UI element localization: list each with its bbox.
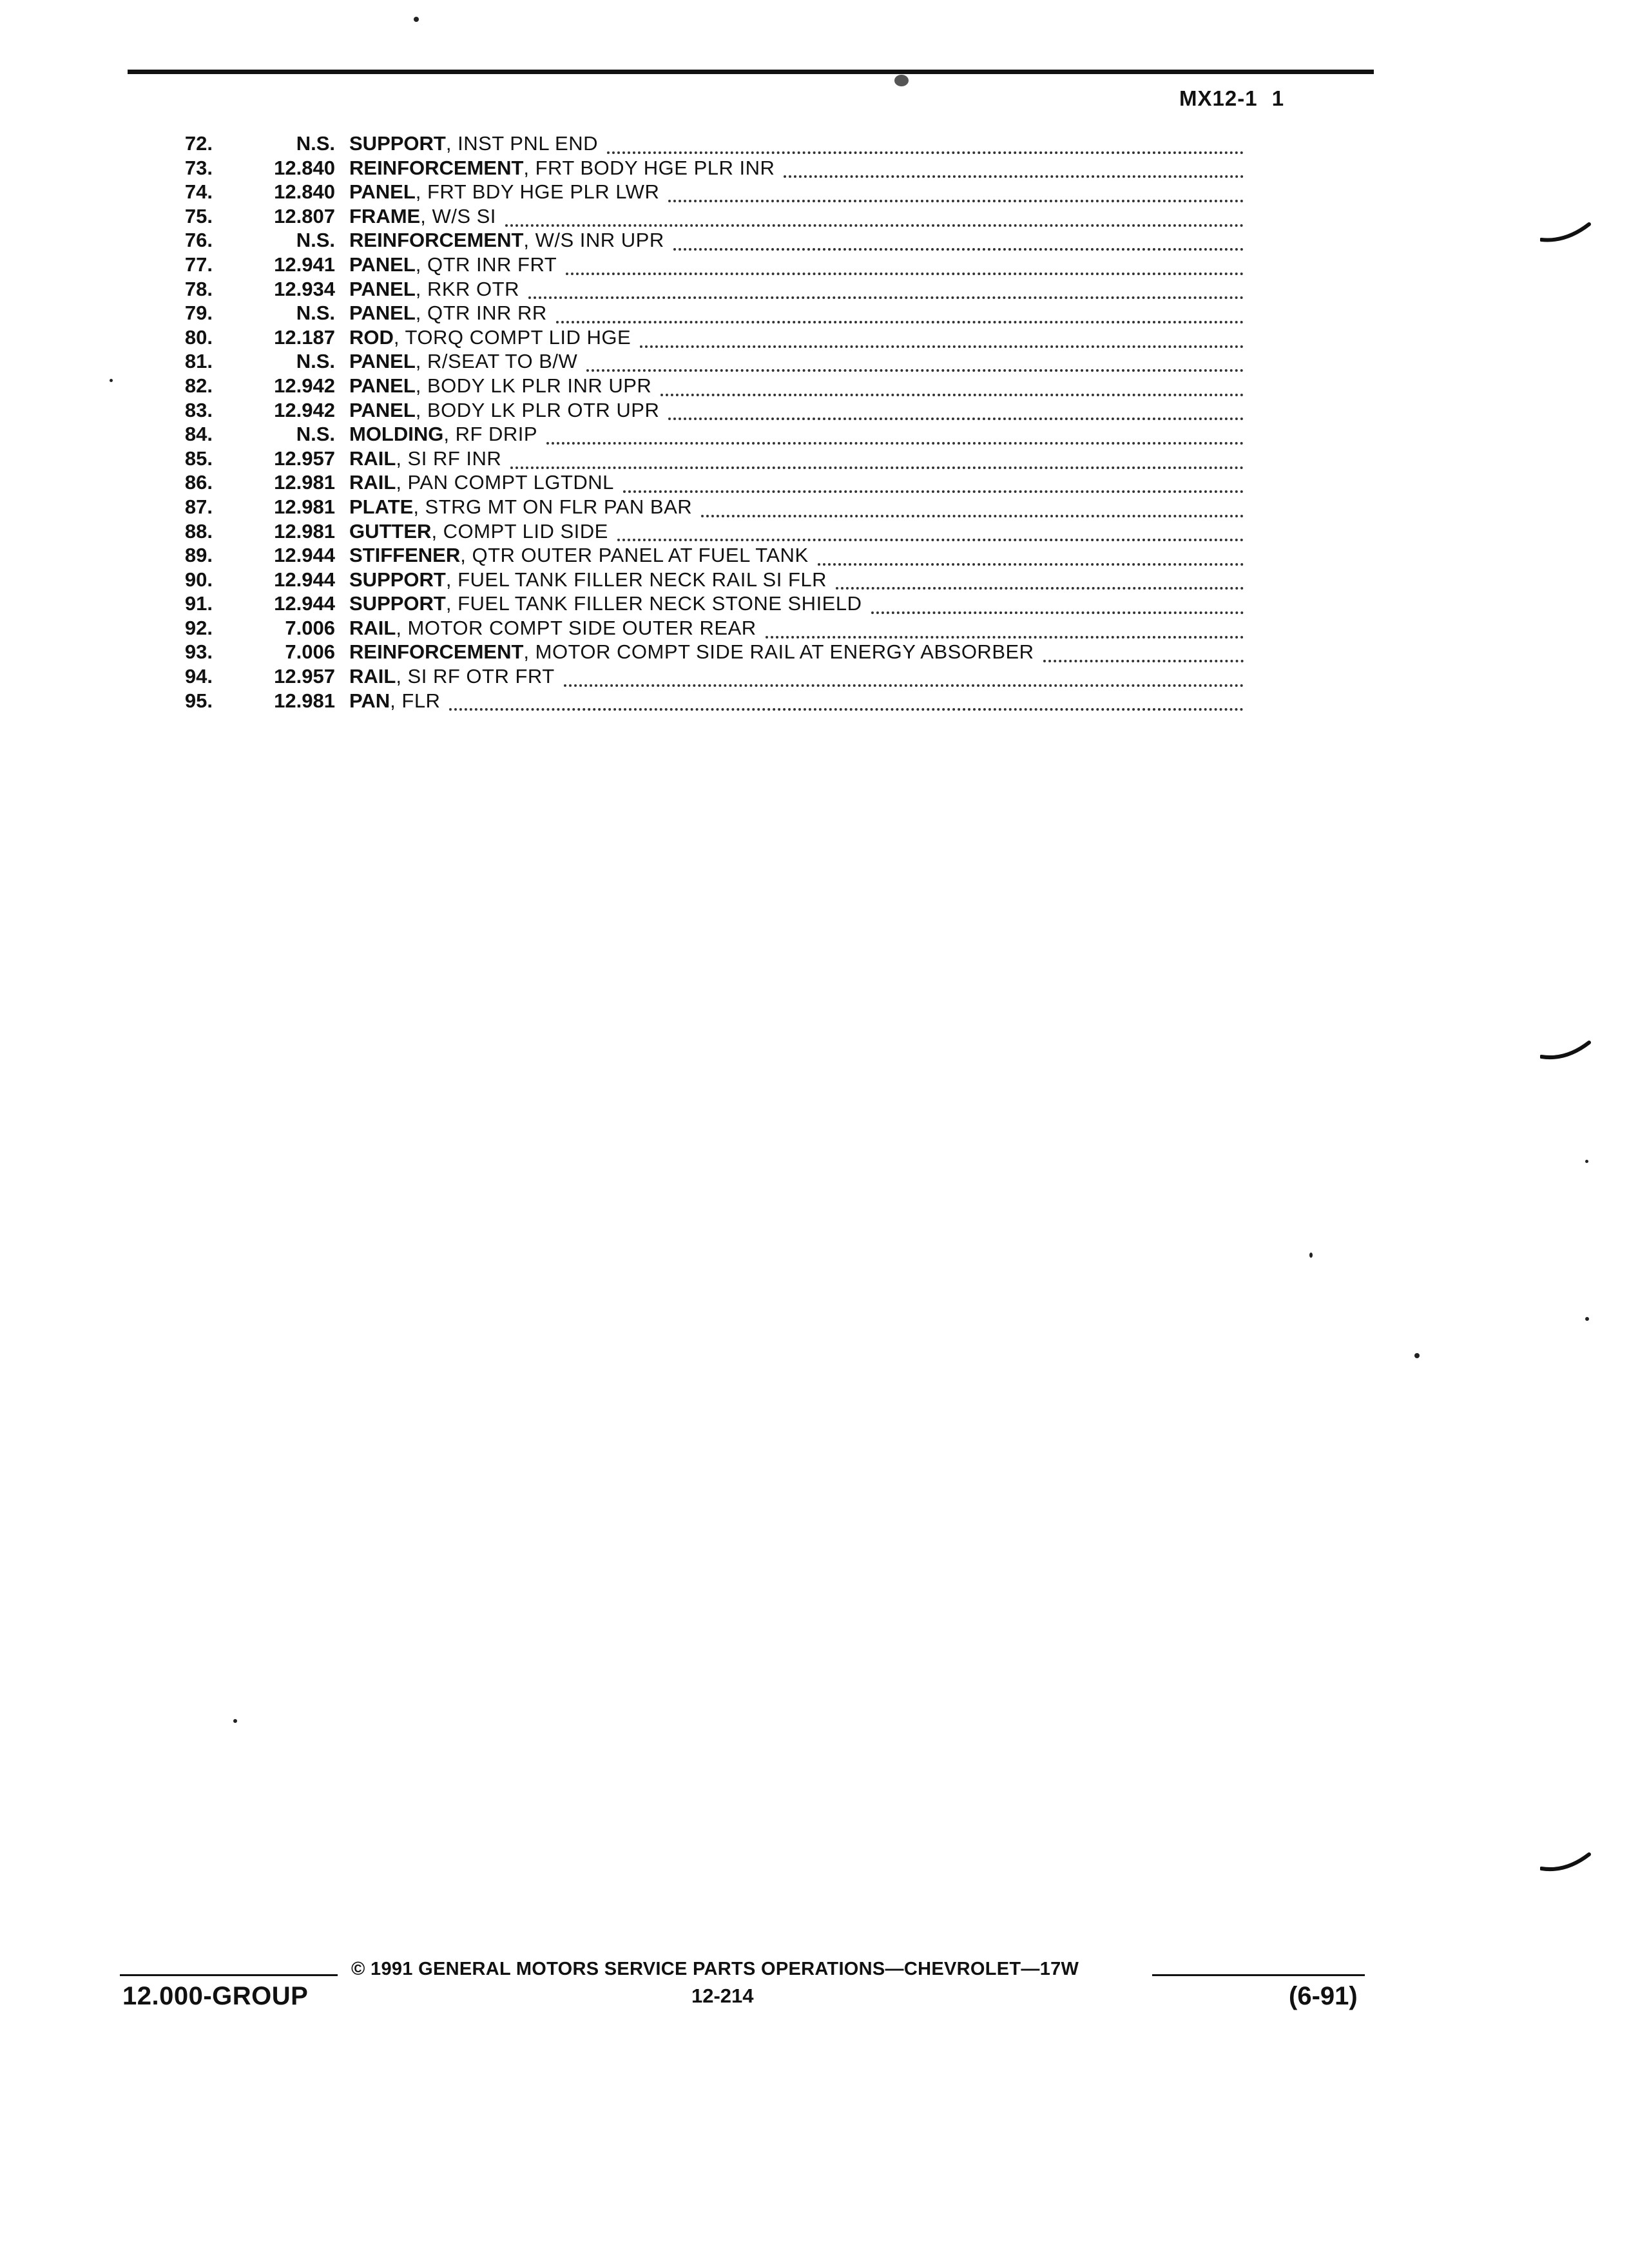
part-name: PANEL <box>349 302 416 325</box>
part-row <box>161 349 1244 374</box>
part-row <box>161 568 1244 592</box>
part-callout-number: 81. <box>184 350 213 373</box>
part-description: , W/S SI <box>420 204 496 227</box>
part-callout-number: 76. <box>184 229 213 252</box>
part-row <box>161 156 1244 180</box>
dot-leader <box>607 137 1244 154</box>
part-group-number: N.S. <box>296 302 335 325</box>
parts-list <box>161 131 1244 713</box>
part-description: , W/S INR UPR <box>523 229 664 252</box>
dot-leader <box>546 428 1244 445</box>
part-callout-number: 73. <box>184 156 213 179</box>
part-name: REINFORCEMENT <box>349 156 524 179</box>
part-group-number: N.S. <box>296 229 335 252</box>
part-row <box>161 591 1244 616</box>
part-row <box>161 689 1244 713</box>
dot-leader <box>871 597 1244 614</box>
part-group-number: 12.807 <box>274 204 335 227</box>
part-row <box>161 664 1244 689</box>
part-description: , FLR <box>390 689 441 712</box>
part-group-number: 12.187 <box>274 325 335 349</box>
part-row <box>161 422 1244 447</box>
part-group-number: 12.942 <box>274 398 335 421</box>
revision-date: (6-91) <box>1289 1982 1358 2010</box>
part-callout-number: 78. <box>184 277 213 300</box>
part-group-number: N.S. <box>296 423 335 446</box>
header-rule <box>128 70 1374 74</box>
part-name: PANEL <box>349 253 416 276</box>
part-callout-number: 75. <box>184 204 213 227</box>
page-code: MX12-1 1 <box>1179 86 1285 110</box>
part-row <box>161 253 1244 277</box>
part-group-number: 7.006 <box>285 640 335 664</box>
part-row <box>161 228 1244 253</box>
dot-leader <box>673 234 1244 251</box>
part-description: , FRT BODY HGE PLR INR <box>523 156 775 179</box>
page-number: 12-214 <box>691 1984 754 2007</box>
part-group-number: 12.944 <box>274 544 335 567</box>
part-description: , QTR INR FRT <box>415 253 557 276</box>
dot-leader <box>556 307 1244 323</box>
part-name: PAN <box>349 689 390 712</box>
part-name: SUPPORT <box>349 592 446 615</box>
part-row <box>161 543 1244 568</box>
part-callout-number: 89. <box>184 544 213 567</box>
part-callout-number: 85. <box>184 447 213 470</box>
part-row <box>161 616 1244 640</box>
part-name: RAIL <box>349 665 396 688</box>
part-name: RAIL <box>349 616 396 639</box>
footer-rule-left <box>120 1974 338 1976</box>
part-name: STIFFENER <box>349 544 461 567</box>
part-row <box>161 301 1244 325</box>
part-description: , INST PNL END <box>445 132 598 155</box>
part-description: , BODY LK PLR INR UPR <box>415 374 652 397</box>
part-description: , TORQ COMPT LID HGE <box>393 325 631 349</box>
part-name: PANEL <box>349 277 416 300</box>
part-row <box>161 204 1244 229</box>
part-callout-number: 88. <box>184 519 213 543</box>
part-description: , RF DRIP <box>443 423 538 446</box>
part-group-number: 12.944 <box>274 592 335 615</box>
part-description: , QTR OUTER PANEL AT FUEL TANK <box>460 544 809 567</box>
part-name: REINFORCEMENT <box>349 229 524 252</box>
part-description: , STRG MT ON FLR PAN BAR <box>413 495 693 518</box>
part-callout-number: 87. <box>184 495 213 518</box>
part-name: GUTTER <box>349 519 432 543</box>
part-callout-number: 93. <box>184 640 213 664</box>
part-name: RAIL <box>349 447 396 470</box>
group-label: 12.000-GROUP <box>122 1982 309 2010</box>
part-description: , R/SEAT TO B/W <box>415 350 578 373</box>
part-group-number: 12.840 <box>274 156 335 179</box>
part-group-number: 12.957 <box>274 665 335 688</box>
part-name: FRAME <box>349 204 421 227</box>
part-description: , SI RF INR <box>396 447 502 470</box>
dot-leader <box>668 403 1244 420</box>
dot-leader <box>566 258 1244 275</box>
part-name: SUPPORT <box>349 568 446 591</box>
part-group-number: 12.941 <box>274 253 335 276</box>
part-callout-number: 83. <box>184 398 213 421</box>
dot-leader <box>701 501 1244 517</box>
part-description: , RKR OTR <box>415 277 519 300</box>
dot-leader <box>1043 646 1244 662</box>
part-callout-number: 92. <box>184 616 213 639</box>
part-name: MOLDING <box>349 423 444 446</box>
part-callout-number: 77. <box>184 253 213 276</box>
dot-leader <box>640 331 1244 348</box>
part-name: PANEL <box>349 374 416 397</box>
part-group-number: 12.981 <box>274 519 335 543</box>
part-group-number: 12.957 <box>274 447 335 470</box>
part-description: , FUEL TANK FILLER NECK STONE SHIELD <box>445 592 862 615</box>
footer-rule-right <box>1152 1974 1365 1976</box>
part-description: , BODY LK PLR OTR UPR <box>415 398 660 421</box>
part-name: PANEL <box>349 398 416 421</box>
part-name: PLATE <box>349 495 414 518</box>
part-callout-number: 74. <box>184 180 213 204</box>
part-description: , MOTOR COMPT SIDE OUTER REAR <box>396 616 757 639</box>
dot-leader <box>449 694 1244 711</box>
part-callout-number: 84. <box>184 423 213 446</box>
part-description: , PAN COMPT LGTDNL <box>396 471 614 494</box>
copyright-notice: © 1991 GENERAL MOTORS SERVICE PARTS OPERATIONS—CHEVROLET—17W <box>351 1959 1079 1979</box>
part-row <box>161 374 1244 398</box>
binder-hole-mark-middle <box>1540 1037 1592 1063</box>
scan-speck <box>110 379 113 382</box>
scan-speck <box>233 1719 237 1723</box>
part-name: SUPPORT <box>349 132 446 155</box>
scan-speck <box>1585 1317 1589 1321</box>
part-row <box>161 398 1244 423</box>
part-description: , SI RF OTR FRT <box>396 665 555 688</box>
scan-speck <box>1585 1160 1588 1163</box>
part-row <box>161 325 1244 350</box>
binder-hole-mark-top <box>1540 219 1592 245</box>
part-row <box>161 640 1244 664</box>
dot-leader <box>617 524 1244 541</box>
dot-leader <box>528 282 1244 299</box>
part-callout-number: 82. <box>184 374 213 397</box>
dot-leader <box>510 452 1244 469</box>
dot-leader <box>505 210 1244 227</box>
part-row <box>161 180 1244 204</box>
scan-speck <box>414 17 419 22</box>
part-row <box>161 131 1244 156</box>
part-group-number: N.S. <box>296 132 335 155</box>
part-group-number: 12.942 <box>274 374 335 397</box>
part-row <box>161 519 1244 544</box>
part-callout-number: 80. <box>184 325 213 349</box>
part-group-number: 12.981 <box>274 495 335 518</box>
part-description: , FUEL TANK FILLER NECK RAIL SI FLR <box>445 568 827 591</box>
part-row <box>161 495 1244 519</box>
part-callout-number: 79. <box>184 302 213 325</box>
part-group-number: 12.981 <box>274 689 335 712</box>
dot-leader <box>623 476 1244 493</box>
part-group-number: 12.840 <box>274 180 335 204</box>
part-name: REINFORCEMENT <box>349 640 524 664</box>
dot-leader <box>784 161 1244 178</box>
part-group-number: 12.981 <box>274 471 335 494</box>
dot-leader <box>766 622 1244 639</box>
part-callout-number: 95. <box>184 689 213 712</box>
part-row <box>161 277 1244 302</box>
part-group-number: 12.934 <box>274 277 335 300</box>
part-name: PANEL <box>349 350 416 373</box>
dot-leader <box>818 549 1244 566</box>
dot-leader <box>564 670 1244 687</box>
part-row <box>161 447 1244 471</box>
scan-speck <box>1414 1353 1420 1358</box>
binder-hole-mark-bottom <box>1540 1849 1592 1875</box>
part-group-number: N.S. <box>296 350 335 373</box>
part-group-number: 7.006 <box>285 616 335 639</box>
part-group-number: 12.944 <box>274 568 335 591</box>
scan-speck <box>894 75 909 86</box>
part-description: , MOTOR COMPT SIDE RAIL AT ENERGY ABSORBER <box>523 640 1034 664</box>
part-callout-number: 90. <box>184 568 213 591</box>
dot-leader <box>836 573 1244 590</box>
dot-leader <box>660 380 1244 396</box>
part-callout-number: 72. <box>184 132 213 155</box>
part-name: RAIL <box>349 471 396 494</box>
part-callout-number: 94. <box>184 665 213 688</box>
part-description: , FRT BDY HGE PLR LWR <box>415 180 660 204</box>
part-description: , COMPT LID SIDE <box>431 519 608 543</box>
scan-speck <box>1309 1253 1313 1258</box>
part-name: PANEL <box>349 180 416 204</box>
dot-leader <box>586 355 1244 372</box>
part-description: , QTR INR RR <box>415 302 547 325</box>
part-row <box>161 470 1244 495</box>
part-callout-number: 91. <box>184 592 213 615</box>
part-name: ROD <box>349 325 394 349</box>
part-callout-number: 86. <box>184 471 213 494</box>
dot-leader <box>668 186 1244 202</box>
